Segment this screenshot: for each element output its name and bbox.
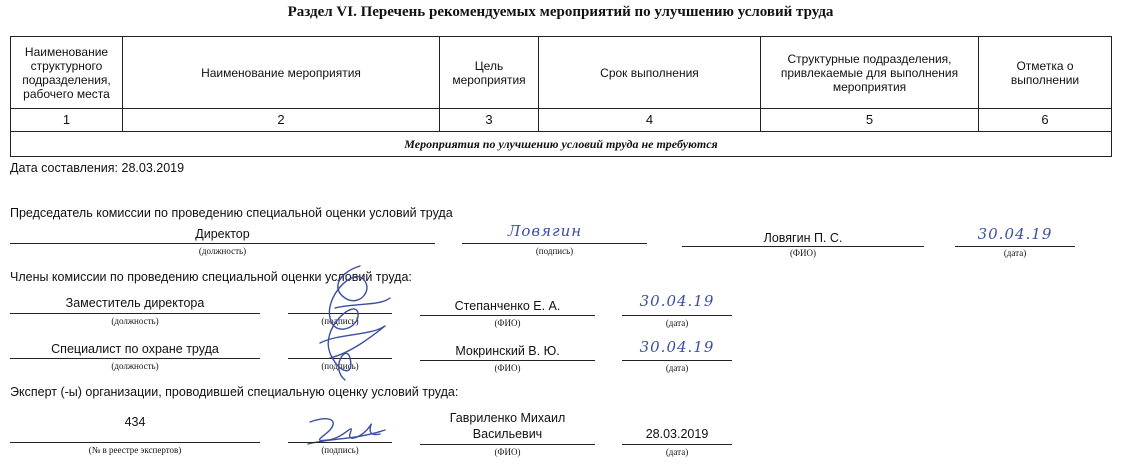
header-measure-goal: Цель мероприятия	[440, 37, 539, 109]
date-caption: (дата)	[665, 363, 689, 373]
fio-line	[420, 315, 595, 316]
measures-table	[10, 36, 1112, 157]
date-caption: (дата)	[1003, 248, 1027, 258]
fio-caption: (ФИО)	[494, 447, 521, 457]
date-line	[622, 444, 732, 445]
column-number: 3	[440, 109, 539, 132]
fio-caption: (ФИО)	[789, 248, 817, 258]
position-line	[10, 243, 435, 244]
fio-line	[682, 246, 924, 247]
column-number: 4	[539, 109, 761, 132]
column-number: 1	[11, 109, 123, 132]
expert-date: 28.03.2019	[645, 427, 709, 441]
chairman-name: Ловягин П. С.	[763, 231, 843, 245]
registry-caption: (№ в реестре экспертов)	[88, 445, 182, 455]
date-caption: (дата)	[665, 447, 689, 457]
position-line	[10, 313, 260, 314]
column-number: 6	[979, 109, 1112, 132]
no-measures-note: Мероприятия по улучшению условий труда не требуются	[11, 132, 1112, 157]
expert-registry-number: 434	[124, 415, 146, 429]
header-completion-mark: Отметка о выполнении	[979, 37, 1112, 109]
signature-caption: (подпись)	[321, 445, 359, 455]
column-number: 5	[761, 109, 979, 132]
date-line	[622, 360, 732, 361]
member-position: Заместитель директора	[65, 296, 205, 310]
date-line	[955, 246, 1075, 247]
date-caption: (дата)	[665, 318, 689, 328]
member-name: Мокринский В. Ю.	[455, 344, 560, 358]
member-position: Специалист по охране труда	[51, 342, 219, 356]
position-caption: (должность)	[111, 316, 159, 326]
header-measure-name: Наименование мероприятия	[123, 37, 440, 109]
page-title: Раздел VI. Перечень рекомендуемых мероприятий по улучшению условий труда	[287, 4, 834, 20]
chairman-handwritten-signature: Ловягин	[507, 222, 583, 240]
member-signature-scribble	[300, 258, 400, 388]
compiled-date-row	[10, 161, 184, 175]
members-heading: Члены комиссии по проведению специальной оценки условий труда:	[10, 270, 412, 284]
fio-caption: (ФИО)	[494, 318, 521, 328]
position-line	[10, 358, 260, 359]
fio-caption: (ФИО)	[494, 363, 521, 373]
member-handwritten-date: 30.04.19	[639, 338, 715, 356]
position-caption: (должность)	[198, 246, 247, 256]
expert-name-line1: Гавриленко Михаил	[449, 411, 566, 425]
expert-name-line2: Васильевич	[472, 427, 543, 441]
date-line	[622, 315, 732, 316]
header-involved-units: Структурные подразделения, привлекаемые для выполнения мероприятия	[761, 37, 979, 109]
chairman-heading: Председатель комиссии по проведению специальной оценки условий труда	[10, 206, 453, 220]
column-number: 2	[123, 109, 440, 132]
header-deadline: Срок выполнения	[539, 37, 761, 109]
compiled-date-label: Дата составления:	[10, 161, 119, 175]
signature-line	[288, 442, 392, 443]
chairman-position: Директор	[195, 227, 250, 241]
position-caption: (должность)	[111, 361, 159, 371]
chairman-handwritten-date: 30.04.19	[977, 225, 1053, 243]
signature-caption: (подпись)	[321, 316, 359, 326]
header-department: Наименование структурного подразделения, рабочего места	[11, 37, 123, 109]
fio-line	[420, 444, 595, 445]
signature-line	[462, 243, 647, 244]
fio-line	[420, 360, 595, 361]
compiled-date-value: 28.03.2019	[121, 161, 185, 175]
member-handwritten-date: 30.04.19	[639, 292, 715, 310]
member-name: Степанченко Е. А.	[454, 299, 561, 313]
expert-heading: Эксперт (-ы) организации, проводившей специальную оценку условий труда:	[10, 385, 459, 399]
signature-caption: (подпись)	[321, 361, 359, 371]
signature-caption: (подпись)	[535, 246, 574, 256]
registry-line	[10, 442, 260, 443]
